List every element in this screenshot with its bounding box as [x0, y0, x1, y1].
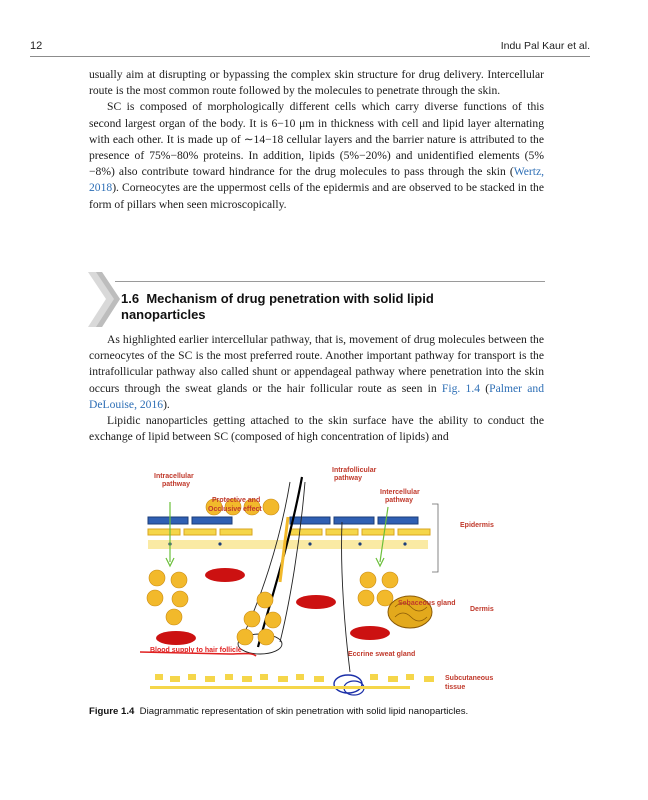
- header-rule: [30, 56, 590, 57]
- figure-link[interactable]: Fig. 1.4: [441, 381, 481, 395]
- label-subcutaneous-1: Subcutaneous: [445, 675, 494, 682]
- caption-label: Figure 1.4: [89, 706, 135, 717]
- label-blood-supply: Blood supply to hair follicle: [150, 647, 242, 654]
- paragraph-text: ). Corneocytes are the uppermost cells of the epidermis and are observed to be stacked in the form of pillars when seen microscopically.: [89, 181, 544, 211]
- label-intercellular-2: pathway: [385, 497, 414, 504]
- label-epidermis: Epidermis: [460, 522, 494, 529]
- epidermis-bracket: [432, 504, 438, 572]
- figure-diagram: [140, 462, 520, 712]
- label-intercellular-1: Intercellular: [380, 489, 420, 496]
- section-title-text: Mechanism of drug penetration with solid lipid nanoparticles: [121, 291, 434, 322]
- label-intrafollicular-1: Intrafollicular: [332, 467, 377, 474]
- label-intrafollicular-2: pathway: [334, 475, 363, 482]
- body-text-top: [89, 67, 544, 213]
- subcutaneous-fat: [150, 674, 434, 689]
- page-number: 12: [30, 40, 43, 52]
- paragraph-text: (: [480, 381, 490, 395]
- skin-penetration-figure: [140, 462, 520, 712]
- caption-text: Diagrammatic representation of skin penetration with solid lipid nanoparticles.: [139, 706, 469, 717]
- paragraph: Lipidic nanoparticles getting attached to the skin surface have the ability to conduct the exchange of lipid between SC (composed of high concentration of lipids) and: [89, 414, 544, 444]
- section-number: 1.6: [121, 291, 140, 306]
- label-dermis: Dermis: [470, 606, 494, 613]
- paragraph-text: ).: [163, 397, 170, 411]
- figure-caption: [89, 706, 549, 717]
- label-intracellular-1: Intracellular: [154, 473, 194, 480]
- paragraph: usually aim at disrupting or bypassing the complex skin structure for drug delivery. Intercellular route is the most common route followed by the molecules to penetrate through the skin.: [89, 68, 544, 98]
- paragraph: [89, 332, 544, 413]
- label-protective-1: Protective and: [212, 497, 261, 504]
- label-protective-2: Occlusive effect: [208, 506, 262, 513]
- citation-link[interactable]: Wertz, 2018: [89, 165, 544, 195]
- label-eccrine: Eccrine sweat gland: [348, 651, 416, 658]
- label-intracellular-2: pathway: [162, 481, 191, 488]
- paragraph: [89, 99, 544, 212]
- citation-link[interactable]: Palmer and DeLouise, 2016: [89, 381, 544, 411]
- label-sebaceous: Sebaceous gland: [398, 600, 456, 607]
- section-rule: [115, 281, 545, 282]
- body-text-section: [89, 332, 544, 445]
- label-subcutaneous-2: tissue: [445, 684, 466, 691]
- section-heading: [88, 272, 548, 327]
- paragraph-text: As highlighted earlier intercellular pathway, that is, movement of drug molecules between the corneocytes of the SC is the most preferred route. Another important pathway for transport is the intrafollicular pathway also called shunt or appendageal pathway where penetration into the skin occurs through the sweat glands or the hair follicular route as seen in: [89, 333, 544, 395]
- paragraph-text: SC is composed of morphologically different cells which carry diverse functions of this second largest organ of the body. It is 6−10 μm in thickness with cell and lipid layer alternating with each other. It is made up of ∼14−18 cellular layers and the barrier nature is attributed to the presence of 75%−80% proteins. In addition, lipids (5%−20%) and unidentified elements (5%−8%) also contribute toward hindrance for the drug molecules to pass through the skin (: [89, 100, 544, 179]
- section-title: [121, 291, 501, 322]
- running-head: Indu Pal Kaur et al.: [500, 40, 590, 52]
